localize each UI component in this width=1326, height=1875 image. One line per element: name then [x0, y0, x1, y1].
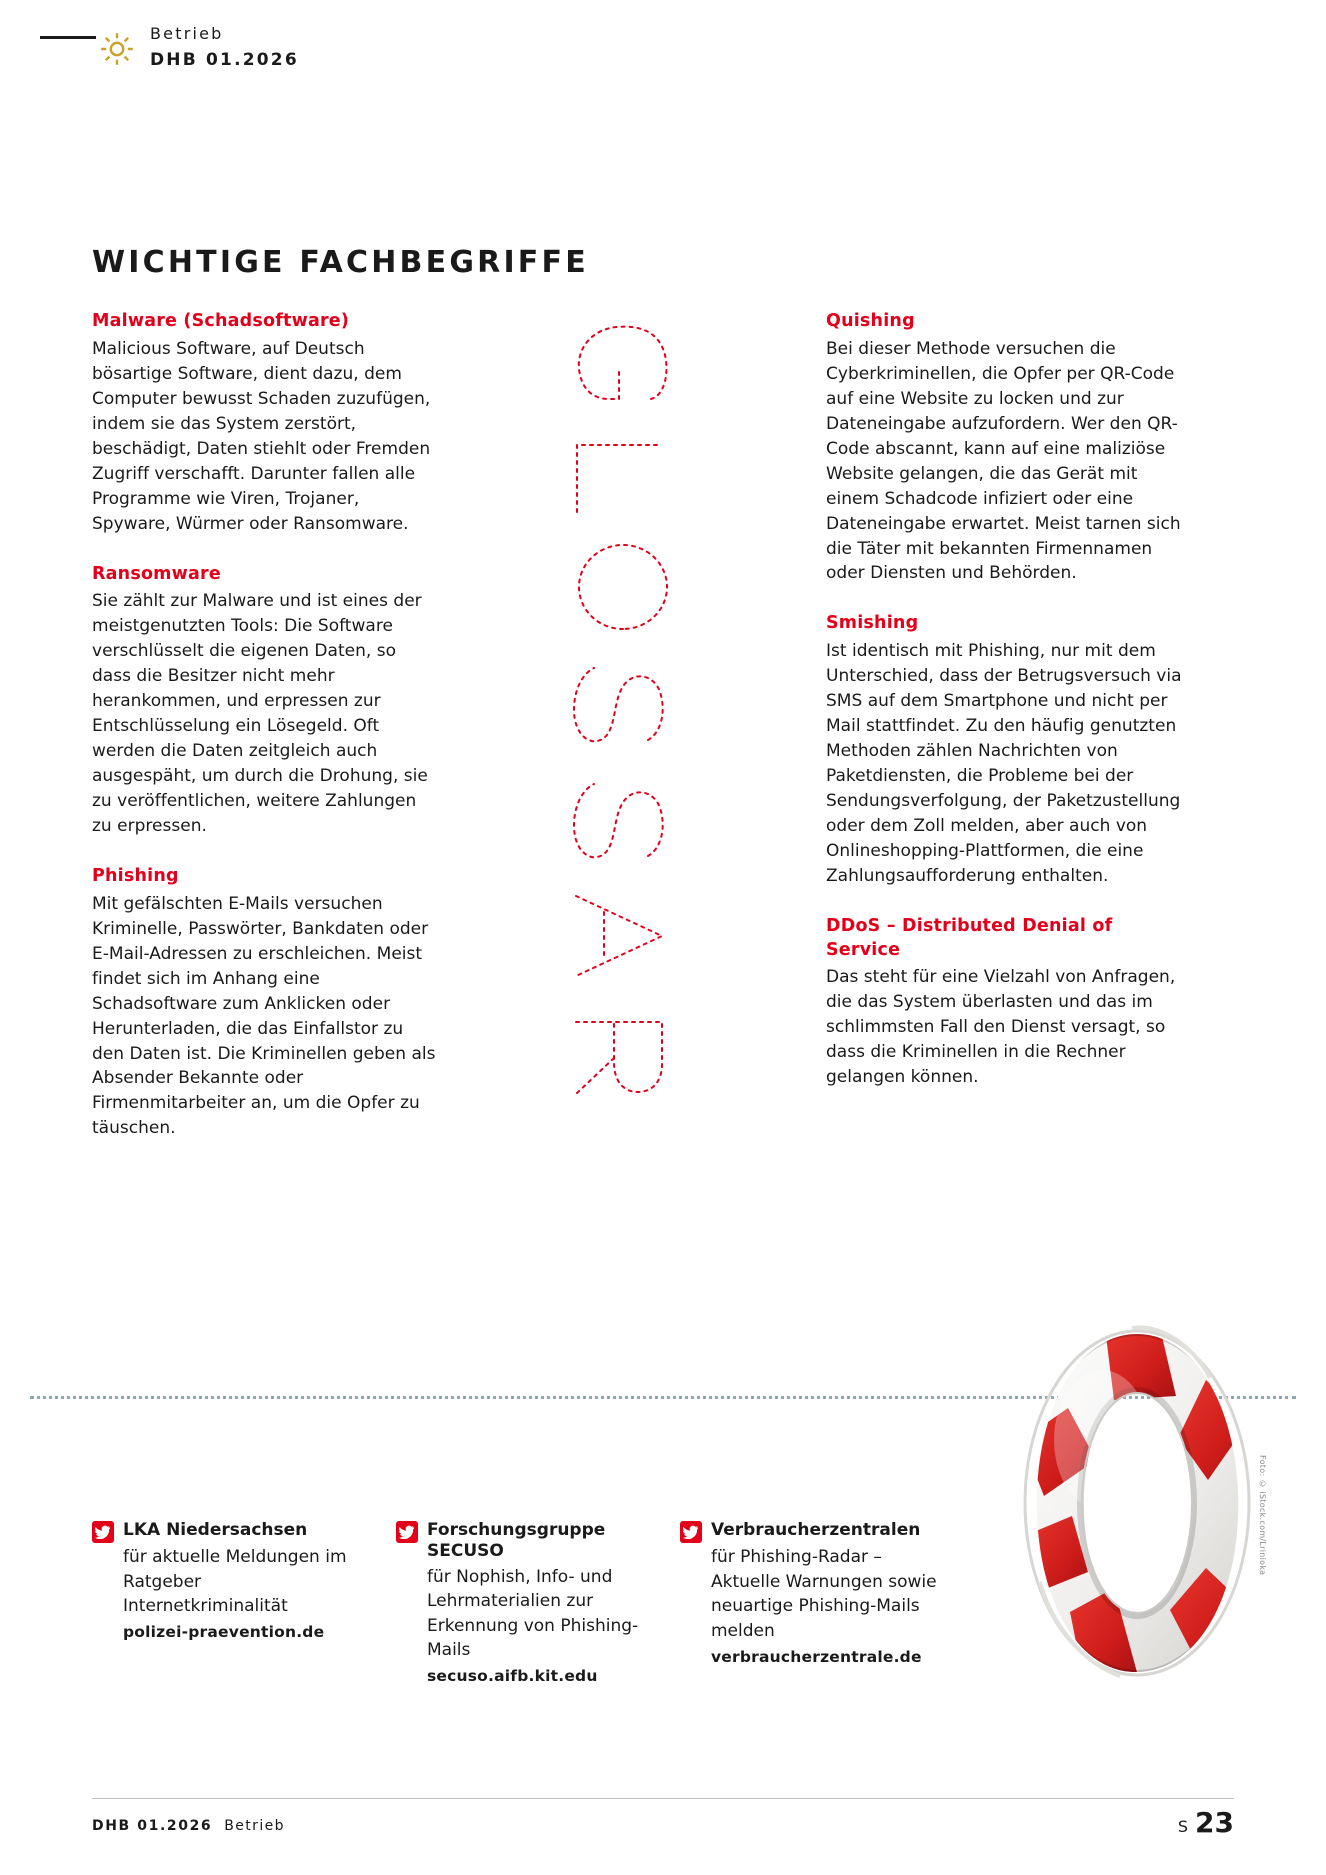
glossary-definition: Das steht für eine Vielzahl von Anfragen, die das System überlasten und das im schlimmsten Fall den Dienst versagt, so dass die Kriminellen in die Rechner gelangen können.: [826, 967, 1176, 1088]
footer-rule: [92, 1798, 1234, 1799]
glossary-right-column: [826, 310, 1186, 1090]
photo-credit: Foto: © iStock.com/Lrinioka: [1258, 1455, 1267, 1576]
glossary-entry: [92, 865, 440, 1141]
glossary-entry: [92, 310, 440, 537]
glossary-definition: Bei dieser Methode versuchen die Cyberkriminellen, die Opfer per QR-Code auf eine Website zu locken und zur Dateneingabe aufzufordern. Wer den QR-Code abscannt, kann auf eine maliziöse Website gelangen, die das Gerät mit einem Schadcode infiziert oder eine Dateneingabe erwartet. Meist tarnen sich die Täter mit bekannten Firmennamen oder Diensten und Behörden.: [826, 338, 1181, 584]
footer-issue: DHB 01.2026: [92, 1818, 213, 1834]
link-item[interactable]: [680, 1520, 940, 1685]
bird-icon: [92, 1521, 114, 1543]
glossary-entry: [826, 310, 1186, 586]
page-prefix: S: [1177, 1817, 1190, 1836]
glossary-term: Quishing: [826, 311, 915, 331]
link-description: für Phishing-Radar – Aktuelle Warnungen sowie neuartige Phishing-Mails melden: [711, 1547, 937, 1641]
glossary-definition: Sie zählt zur Malware und ist eines der meistgenutzten Tools: Die Software verschlüsselt die eigenen Daten, so dass die Besitzer nicht mehr herankommen, und erpressen zur Entschlüsselung ein Lösegeld. Oft werden die Daten zeitgleich auch ausgespäht, um durch die Drohung, sie zu veröffentlichen, weitere Zahlungen zu erpressen.: [92, 591, 428, 836]
link-title: LKA Niedersachsen: [123, 1520, 308, 1540]
link-url[interactable]: polizei-praevention.de: [123, 1622, 325, 1641]
resource-links: [92, 1520, 1092, 1685]
link-title: Forschungsgruppe SECUSO: [427, 1520, 606, 1562]
footer-section: Betrieb: [224, 1818, 285, 1834]
page-title: WICHTIGE FACHBEGRIFFE: [92, 245, 589, 280]
link-url[interactable]: secuso.aifb.kit.edu: [427, 1667, 598, 1686]
page-number: 23: [1195, 1806, 1234, 1839]
glossary-entry: [826, 915, 1186, 1090]
link-item[interactable]: [396, 1520, 646, 1685]
header-kicker: Betrieb: [150, 24, 224, 43]
glossary-term: Smishing: [826, 613, 919, 634]
header-issue: DHB 01.2026: [150, 49, 299, 70]
bird-icon: [680, 1521, 702, 1543]
page-indicator: [1178, 1806, 1234, 1839]
glossary-definition: Mit gefälschten E-Mails versuchen Kriminelle, Passwörter, Bankdaten oder E-Mail-Adressen zu erschleichen. Meist findet sich im Anhang eine Schadsoftware zum Anklicken oder Herunterladen, die das Einfallstor zu den Daten ist. Die Kriminellen geben als Absender Bekannte oder Firmenmitarbeiter an, um die Opfer zu täuschen.: [92, 893, 436, 1139]
link-title: Verbraucherzentralen: [711, 1520, 921, 1540]
glossary-term: Malware (Schadsoftware): [92, 311, 350, 331]
decorative-glossar-word: [540, 300, 700, 1140]
glossary-left-column: [92, 310, 440, 1141]
glossary-term: DDoS – Distributed Denial of Service: [826, 915, 1113, 960]
glossary-entry: [826, 612, 1186, 888]
footer-meta: [92, 1818, 285, 1834]
glossary-term: Phishing: [92, 865, 179, 886]
header-rule: [40, 36, 96, 39]
gear-icon: [98, 30, 136, 68]
link-item[interactable]: [92, 1520, 362, 1685]
link-description: für Nophish, Info- und Lehrmaterialien zur Erkennung von Phishing-Mails: [427, 1566, 639, 1661]
link-description: für aktuelle Meldungen im Ratgeber Internetkriminalität: [123, 1547, 347, 1617]
bird-icon: [396, 1521, 418, 1543]
page-header: [98, 24, 299, 71]
link-url[interactable]: verbraucherzentrale.de: [711, 1647, 922, 1666]
glossary-definition: Malicious Software, auf Deutsch bösartige Software, dient dazu, dem Computer bewusst Schaden zuzufügen, indem sie das System zerstört, beschädigt, Daten stiehlt oder Fremden Zugriff verschafft. Darunter fallen alle Programme wie Viren, Trojaner, Spyware, Würmer oder Ransomware.: [92, 338, 431, 534]
glossary-term: Ransomware: [92, 563, 221, 584]
glossary-entry: [92, 563, 440, 839]
glossary-definition: Ist identisch mit Phishing, nur mit dem Unterschied, dass der Betrugsversuch via SMS auf dem Smartphone und nicht per Mail stattfindet. Zu den häufig genutzten Methoden zählen Nachrichten von Paketdiensten, die Probleme bei der Sendungsverfolgung, der Paketzustellung oder dem Zoll melden, aber auch von Onlineshopping-Plattformen, die eine Zahlungsaufforderung enthalten.: [826, 641, 1182, 886]
